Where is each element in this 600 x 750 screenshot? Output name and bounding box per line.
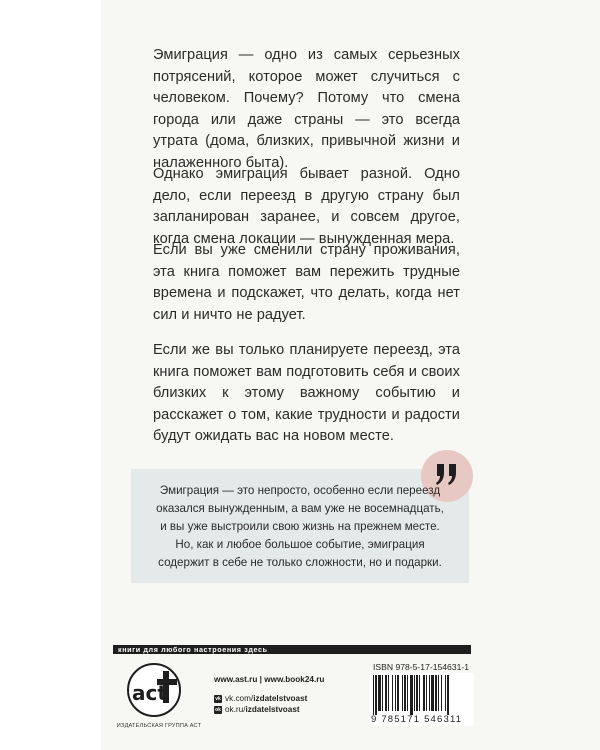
barcode-bar <box>404 675 406 711</box>
blurb-paragraph-1: Эмиграция — одно из самых серьезных потрясений, которое может случиться с человеком. Почему? Потому что смена города или даже страны — это всегда утрата (дома, близких, привычной жизни и налаженного быта). <box>153 47 460 171</box>
ok-handle: izdatelstvoast <box>245 705 300 714</box>
barcode-digits: 9 785171 546311 <box>371 714 463 725</box>
barcode-bar <box>385 675 387 711</box>
social-links <box>214 693 307 715</box>
ok-prefix: ok.ru/ <box>225 705 246 714</box>
isbn: ISBN 978-5-17-154631-1 <box>373 662 470 672</box>
logo-text: act <box>132 681 167 705</box>
ast-logo <box>121 663 187 719</box>
tagline: книги для любого настроения здесь <box>118 645 268 654</box>
barcode-bar <box>402 675 403 711</box>
barcode-bar <box>382 675 383 711</box>
barcode-bar <box>410 675 413 715</box>
barcode-bar <box>435 675 437 711</box>
vk-icon: vk <box>215 695 221 702</box>
websites[interactable]: www.ast.ru | www.book24.ru <box>214 675 325 684</box>
left-margin <box>0 0 101 750</box>
barcode <box>370 673 474 715</box>
barcode-bar <box>416 675 418 711</box>
barcode-bar <box>388 675 389 711</box>
blurb-paragraph-4: Если же вы только планируете переезд, эта книга поможет вам подготовить себя и своих близких к этому важному событию и расскажет о том, какие трудности и радости будут ожидать вас на новом месте. <box>153 342 460 444</box>
barcode-bar <box>395 675 396 711</box>
barcode-bar <box>447 675 449 715</box>
barcode-bar <box>423 675 425 711</box>
barcode-bar <box>392 675 393 711</box>
pull-quote: Эмиграция — это непросто, особенно если переезд оказался вынужденным, а вам уже не восемнадцать, и вы уже выстроили свою жизнь на прежнем месте. Но, как и любое большое событие, эмиграция содержит в себе не только сложности, но и подарки. <box>156 484 444 569</box>
barcode-bar <box>397 675 399 711</box>
barcode-bar <box>426 675 427 711</box>
barcode-bar <box>431 675 434 711</box>
barcode-bar <box>419 675 420 711</box>
barcode-bar <box>375 675 377 715</box>
vk-prefix: vk.com/ <box>225 694 254 703</box>
blurb-paragraph-2: Однако эмиграция бывает разной. Одно дело, если переезд в другую страну был запланирован заранее, и совсем другое, когда смена локации — вынужденная мера. <box>153 166 460 247</box>
barcode-bar <box>373 675 374 715</box>
ok-link[interactable] <box>214 704 307 715</box>
vk-link[interactable] <box>214 693 307 704</box>
barcode-bar <box>414 675 415 711</box>
publisher-name: ИЗДАТЕЛЬСКАЯ ГРУППА АСТ <box>116 723 202 729</box>
barcode-bar <box>441 675 442 711</box>
ok-icon: ok <box>215 706 221 713</box>
barcode-bar <box>407 675 408 711</box>
barcode-bar <box>438 675 439 711</box>
barcode-bar <box>429 675 430 711</box>
blurb-paragraph-3: Если вы уже сменили страну проживания, эта книга поможет вам пережить трудные времена и подскажет, что делать, когда нет сил и ничто не радует. <box>153 242 460 323</box>
barcode-bar <box>378 675 381 711</box>
vk-handle: izdatelstvoast <box>253 694 308 703</box>
barcode-bar <box>445 675 446 711</box>
